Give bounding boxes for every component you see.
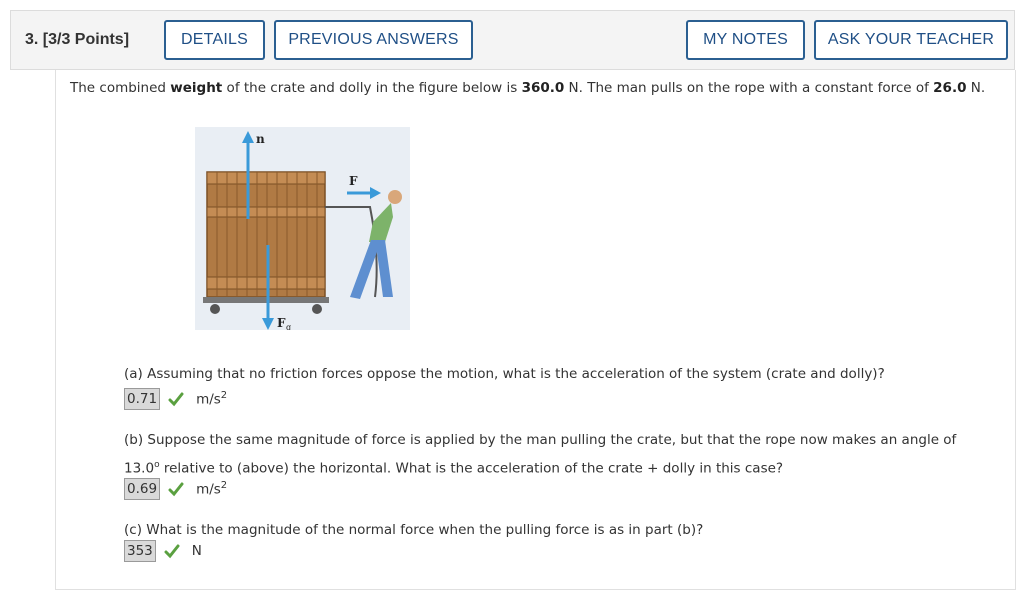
normal-force-label: n [256,132,265,146]
angle-value: 13.0 [124,460,155,477]
part-b-answer-row [124,478,227,500]
crate-dolly-figure [195,127,410,330]
question-header [10,10,1015,70]
force-value: 26.0 [933,80,967,96]
check-icon [168,391,184,407]
part-a-unit: $m/s^2$ [196,390,228,408]
dolly [203,297,329,303]
part-a-answer-row [124,388,227,410]
part-c-answer-row [124,540,202,562]
weight-value: 360.0 [521,80,565,96]
man-head [388,190,402,204]
details-button[interactable]: DETAILS [164,20,265,60]
ask-your-teacher-button[interactable]: ASK YOUR TEACHER [814,20,1008,60]
part-c-answer-field[interactable]: 353 [124,540,156,562]
part-b-unit: $m/s^2$ [196,480,228,498]
part-a-answer-field[interactable]: 0.71 [124,388,160,410]
question-number: 3. [3/3 Points] [25,31,130,48]
gravity-subscript: g [286,323,292,330]
part-a-question: (a) Assuming that no friction forces oppose the motion, what is the acceleration of the system (crate and dolly)? [124,366,885,382]
weight-term: weight [170,80,223,96]
check-icon [168,481,184,497]
applied-force-label: F [349,174,358,188]
figure-illustration [195,127,410,330]
part-b-question: (b) Suppose the same magnitude of force is applied by the man pulling the crate, but that the rope now makes an angle of 13.0$^o$ relative to (above) the horizontal. What is the acceleration of the crate + dolly in this case? [124,432,957,477]
part-c-question: (c) What is the magnitude of the normal force when the pulling force is as in part (b)? [124,522,704,538]
check-icon [164,543,180,559]
my-notes-button[interactable]: MY NOTES [686,20,805,60]
part-c-unit: N [191,543,202,559]
previous-answers-button[interactable]: PREVIOUS ANSWERS [274,20,473,60]
part-b-answer-field[interactable]: 0.69 [124,478,160,500]
problem-statement: The combined weight of the crate and dolly in the figure below is 360.0 N. The man pulls on the rope with a constant force of 26.0 N. [70,80,986,96]
gravity-force-label: F [277,316,286,330]
